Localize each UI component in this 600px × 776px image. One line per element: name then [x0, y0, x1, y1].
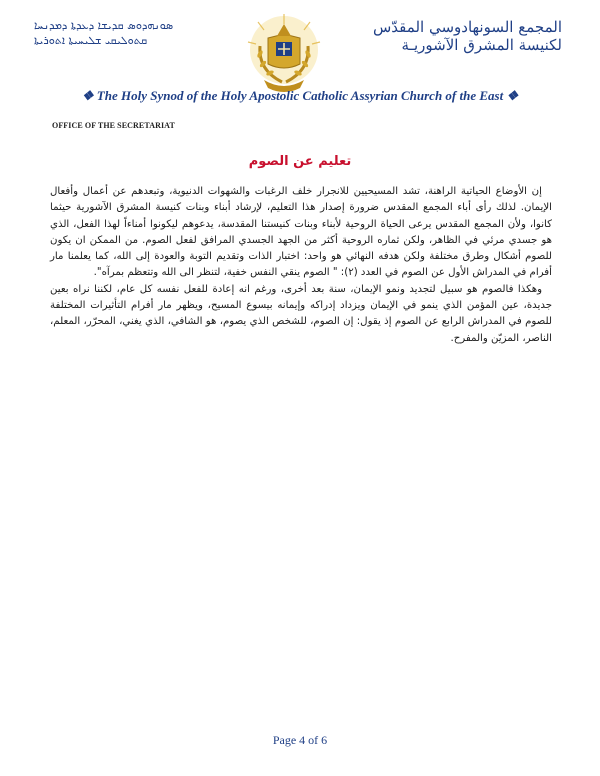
synod-title: ❖ The Holy Synod of the Holy Apostolic Catholic Assyrian Church of the East ❖: [81, 88, 519, 103]
arabic-header-line1: المجمع السونهادوسي المقدّس: [373, 18, 562, 36]
syriac-header-line1: ܣܘܢܗܕܘܣ ܩܕܝܫܐ ܕܥܕܬܐ ܕܡܕܢܚܐ: [34, 19, 174, 32]
page-number: Page 4 of 6: [272, 733, 328, 747]
paragraph: إن الأوضاع الحياتية الراهنة، تشد المسيحيين للانجرار خلف الرغبات والشهوات الدنيوية، وتبعدهم عن أعمال وأفعال الإيمان. لذلك رأى أباء المجمع المقدس ضرورة إصدار هذا التعليم، لإرشاد أبناء وبنات كنيسة المشرق الآشورية حيثما كانوا، ولأن المجمع المقدس يرعى الحياة الروحية لأبناء وبنات كنيستنا المقدسة، يدعوهم ليكونوا أمناءاً لهذا الفعل، الذي هو جسدي مرئي في الظاهر، ولكن ثماره الروحية أكثر من الجهد الجسدي المرافق لفعل الصوم. من الممكن ان يكون للصوم أشكال وطرق مختلفة ولكن هدفه النهائي هو واحد: اختبار الذات وتقديم التوبة والعودة إلى الله، كما يعلمنا مار أفرام في المدراش الأول عن الصوم في العدد (٢): " الصوم ينقي النفس خفية، لتنظر الى الله وتتعظم بمرآه".: [50, 186, 552, 279]
arabic-header: [373, 18, 562, 54]
document-title: تعليم عن الصوم: [248, 154, 352, 169]
church-emblem-icon: [238, 12, 330, 100]
syriac-header: [34, 18, 204, 48]
syriac-header-line2: ܩܬܘܠܝܩܝ ܫܠܝܚܝܬܐ ܐܬܘܪܝܬܐ: [34, 34, 148, 47]
office-label: OFFICE OF THE SECRETARIAT: [52, 121, 175, 130]
document-body: [50, 184, 552, 347]
arabic-header-line2: لكنيسة المشرق الآشوريـة: [401, 36, 562, 54]
paragraph: وهكذا فالصوم هو سبيل لتجديد ونمو الإيمان، سنة بعد أخرى، ورغم انه إعادة للفعل نفسه كل عام، لكننا نراه بعين جديدة، عين المؤمن الذي ينمو في الإيمان ويزداد إدراكه وإيمانه بيسوع المسيح، ويظهر مار أفرام التأثيرات المختلفة للصوم في المدراش الرابع عن الصوم إذ يقول: إن الصوم، للشخص الذي يصوم، هو الشافي، الذي يغني، المحرّر، المعلم، الناصر، المزيّن والمفرح.: [50, 283, 552, 344]
